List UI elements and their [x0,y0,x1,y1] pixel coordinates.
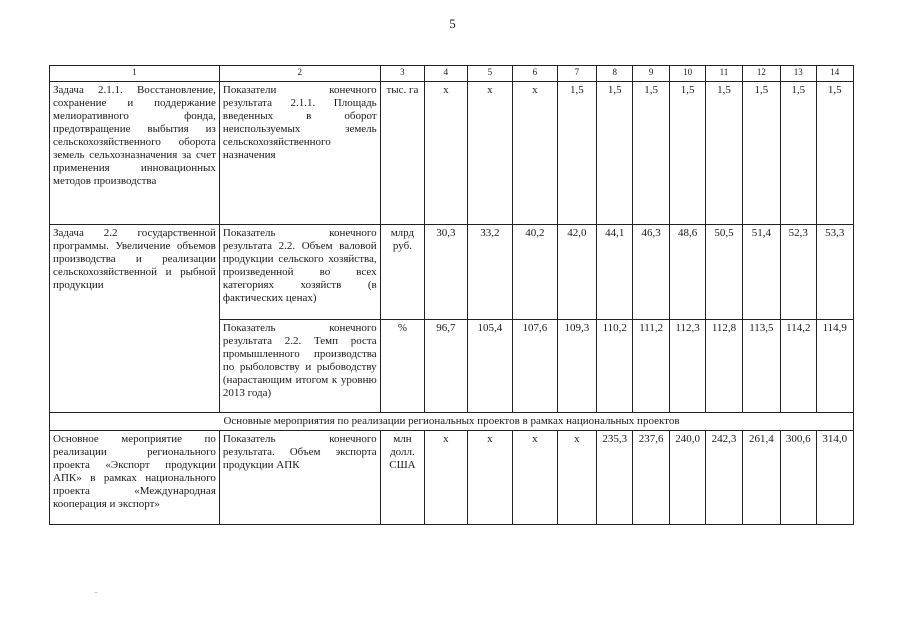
value-cell: 42,0 [557,225,596,320]
value-cell: 53,3 [816,225,854,320]
value-cell: 51,4 [742,225,780,320]
value-cell: 52,3 [781,225,816,320]
value-cell: x [467,82,513,225]
value-cell: x [467,431,513,525]
value-cell: 114,2 [781,320,816,413]
header-cell: 1 [50,66,220,82]
value-cell: 314,0 [816,431,854,525]
value-cell: 242,3 [706,431,742,525]
value-cell: 1,5 [633,82,669,225]
value-cell: 46,3 [633,225,669,320]
header-cell: 3 [380,66,424,82]
scan-speck [95,592,97,593]
indicators-table [49,65,854,525]
header-row [50,66,854,82]
indicator-cell: Показатель конечного результата. Объем экспорта продукции АПК [219,431,380,525]
value-cell: 113,5 [742,320,780,413]
value-cell: 1,5 [781,82,816,225]
value-cell: 112,8 [706,320,742,413]
value-cell: 50,5 [706,225,742,320]
header-cell: 5 [467,66,513,82]
header-cell: 11 [706,66,742,82]
unit-cell: тыс. га [380,82,424,225]
value-cell: x [425,82,467,225]
value-cell: 1,5 [669,82,705,225]
table-row [50,225,854,320]
header-cell: 14 [816,66,854,82]
header-cell: 6 [513,66,557,82]
value-cell: 1,5 [706,82,742,225]
value-cell: 261,4 [742,431,780,525]
task-cell: Основное мероприятие по реализации регионального проекта «Экспорт продукции АПК» в рамках национального проекта «Международная кооперация и экспорт» [50,431,220,525]
value-cell: 48,6 [669,225,705,320]
value-cell: 1,5 [597,82,633,225]
value-cell: 235,3 [597,431,633,525]
header-cell: 13 [781,66,816,82]
table-row [50,431,854,525]
header-cell: 8 [597,66,633,82]
task-cell: Задача 2.2 государственной программы. Увеличение объемов производства и реализации сельскохозяйственной и рыбной продукции [50,225,220,413]
value-cell: 114,9 [816,320,854,413]
value-cell: x [513,431,557,525]
value-cell: x [425,431,467,525]
table-row [50,82,854,225]
value-cell: 96,7 [425,320,467,413]
value-cell: 112,3 [669,320,705,413]
indicator-cell: Показатель конечного результата 2.2. Темп роста промышленного производства по рыболовству и рыбоводству (нарастающим итогом к уровню 2013 года) [219,320,380,413]
value-cell: 111,2 [633,320,669,413]
header-cell: 10 [669,66,705,82]
value-cell: 109,3 [557,320,596,413]
unit-cell: млн долл. США [380,431,424,525]
value-cell: 240,0 [669,431,705,525]
value-cell: x [513,82,557,225]
header-cell: 2 [219,66,380,82]
value-cell: 30,3 [425,225,467,320]
indicator-cell: Показатель конечного результата 2.2. Объем валовой продукции сельского хозяйства, произведенной во всех категориях хозяйств (в фактических ценах) [219,225,380,320]
section-title: Основные мероприятия по реализации региональных проектов в рамках национальных проектов [50,413,854,431]
value-cell: 1,5 [557,82,596,225]
value-cell: 105,4 [467,320,513,413]
value-cell: 33,2 [467,225,513,320]
unit-cell: млрд руб. [380,225,424,320]
header-cell: 12 [742,66,780,82]
value-cell: 40,2 [513,225,557,320]
header-cell: 9 [633,66,669,82]
value-cell: 110,2 [597,320,633,413]
header-cell: 4 [425,66,467,82]
value-cell: 1,5 [816,82,854,225]
page-number: 5 [449,16,456,31]
value-cell: x [557,431,596,525]
unit-cell: % [380,320,424,413]
value-cell: 237,6 [633,431,669,525]
value-cell: 300,6 [781,431,816,525]
section-row [50,413,854,431]
value-cell: 107,6 [513,320,557,413]
value-cell: 1,5 [742,82,780,225]
indicator-cell: Показатели конечного результата 2.1.1. Площадь введенных в оборот неиспользуемых земель сельскохозяйственного назначения [219,82,380,225]
task-cell: Задача 2.1.1. Восстановление, сохранение и поддержание мелиоративного фонда, предотвращение выбытия из сельскохозяйственного оборота земель сельхозназначения за счет применения инновационных методов производства [50,82,220,225]
header-cell: 7 [557,66,596,82]
value-cell: 44,1 [597,225,633,320]
